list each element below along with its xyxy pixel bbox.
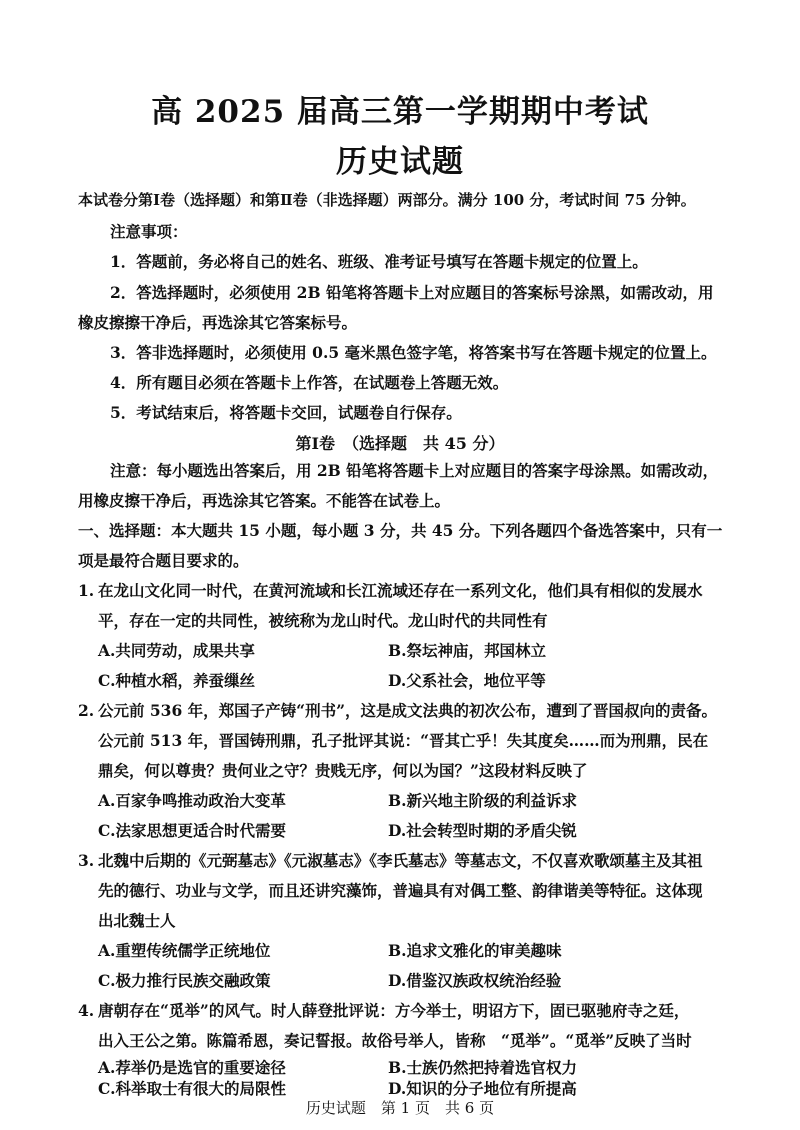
option-b: B.祭坛神庙，邦国林立 [388,641,546,660]
question-text: 公元前 536 年，郑国子产铸“刑书”，这是成文法典的初次公布，遭到了晋国叔向的责备。 [98,701,717,720]
question-text: 平，存在一定的共同性，被统称为龙山时代。龙山时代的共同性有 [98,611,548,630]
exam-title: 高 2025 届高三第一学期期中考试 [151,94,649,130]
section-instruction: 项是最符合题目要求的。 [78,551,249,570]
option-a: A.重塑传统儒学正统地位 [98,941,271,960]
question-text: 先的德行、功业与文学，而且还讲究藻饰，普遍具有对偶工整、韵律谐美等特征。这体现 [98,881,703,900]
question-text: 北魏中后期的《元弼墓志》《元淑墓志》《李氏墓志》等墓志文，不仅喜欢歌颂墓主及其祖 [98,851,703,870]
question-number: 1. [78,581,95,600]
notice-item: 3．答非选择题时，必须使用 0.5 毫米黑色签字笔，将答案书写在答题卡规定的位置上。 [110,343,717,362]
option-d: D.知识的分子地位有所提高 [388,1079,577,1098]
option-d: D.借鉴汉族政权统治经验 [388,971,562,990]
option-d: D.父系社会，地位平等 [388,671,546,690]
option-b: B.士族仍然把持着选官权力 [388,1058,577,1077]
section-instruction: 一、选择题：本大题共 15 小题，每小题 3 分，共 45 分。下列各题四个备选答案中，只有一 [78,521,723,540]
notice-item: 5．考试结束后，将答题卡交回，试题卷自行保存。 [110,403,462,422]
question-number: 2. [78,701,95,720]
page-footer: 历史试题 第 1 页 共 6 页 [305,1099,495,1117]
option-c: C.科举取士有很大的局限性 [98,1079,286,1098]
question-number: 3. [78,851,95,870]
question-text: 出入王公之第。陈篇希恩，奏记誓报。故俗号举人，皆称 “觅举”。“觅举”反映了当时 [98,1031,692,1050]
notice-item: 2．答选择题时，必须使用 2B 铅笔将答题卡上对应题目的答案标号涂黑，如需改动，用 [110,283,714,302]
exam-subject: 历史试题 [336,144,464,180]
notice-item: 4．所有题目必须在答题卡上作答，在试题卷上答题无效。 [110,373,509,392]
question-text: 唐朝存在“觅举”的风气。时人薛登批评说：方今举士，明诏方下，固已驱驰府寺之廷， [98,1001,690,1020]
exam-intro: 本试卷分第Ⅰ卷（选择题）和第Ⅱ卷（非选择题）两部分。满分 100 分，考试时间 75 分钟。 [78,191,696,209]
section-title: 第Ⅰ卷 （选择题 共 45 分） [295,434,505,453]
option-c: C.种植水稻，养蚕缫丝 [98,671,255,690]
section-note: 注意：每小题选出答案后，用 2B 铅笔将答题卡上对应题目的答案字母涂黑。如需改动， [110,461,719,480]
section-note: 用橡皮擦干净后，再选涂其它答案。不能答在试卷上。 [78,491,451,510]
option-c: C.极力推行民族交融政策 [98,971,271,990]
question-text: 出北魏士人 [98,911,176,930]
option-a: A.共同劳动，成果共享 [98,641,255,660]
question-text: 在龙山文化同一时代，在黄河流域和长江流域还存在一系列文化，他们具有相似的发展水 [98,581,703,600]
option-c: C.法家思想更适合时代需要 [98,821,286,840]
option-a: A.百家争鸣推动政治大变革 [98,791,286,810]
question-text: 公元前 513 年，晋国铸刑鼎，孔子批评其说：“晋其亡乎！失其度矣……而为刑鼎，民在 [98,731,709,750]
question-number: 4. [78,1001,95,1020]
question-text: 鼎矣，何以尊贵？贵何业之守？贵贱无序，何以为国？”这段材料反映了 [98,761,588,780]
option-b: B.新兴地主阶级的利益诉求 [388,791,577,810]
notice-item: 1．答题前，务必将自己的姓名、班级、准考证号填写在答题卡规定的位置上。 [110,252,648,271]
notice-heading: 注意事项： [110,222,188,241]
option-a: A.荐举仍是选官的重要途径 [98,1058,286,1077]
notice-item: 橡皮擦擦干净后，再选涂其它答案标号。 [78,313,358,332]
option-d: D.社会转型时期的矛盾尖锐 [388,821,577,840]
option-b: B.追求文雅化的审美趣味 [388,941,562,960]
